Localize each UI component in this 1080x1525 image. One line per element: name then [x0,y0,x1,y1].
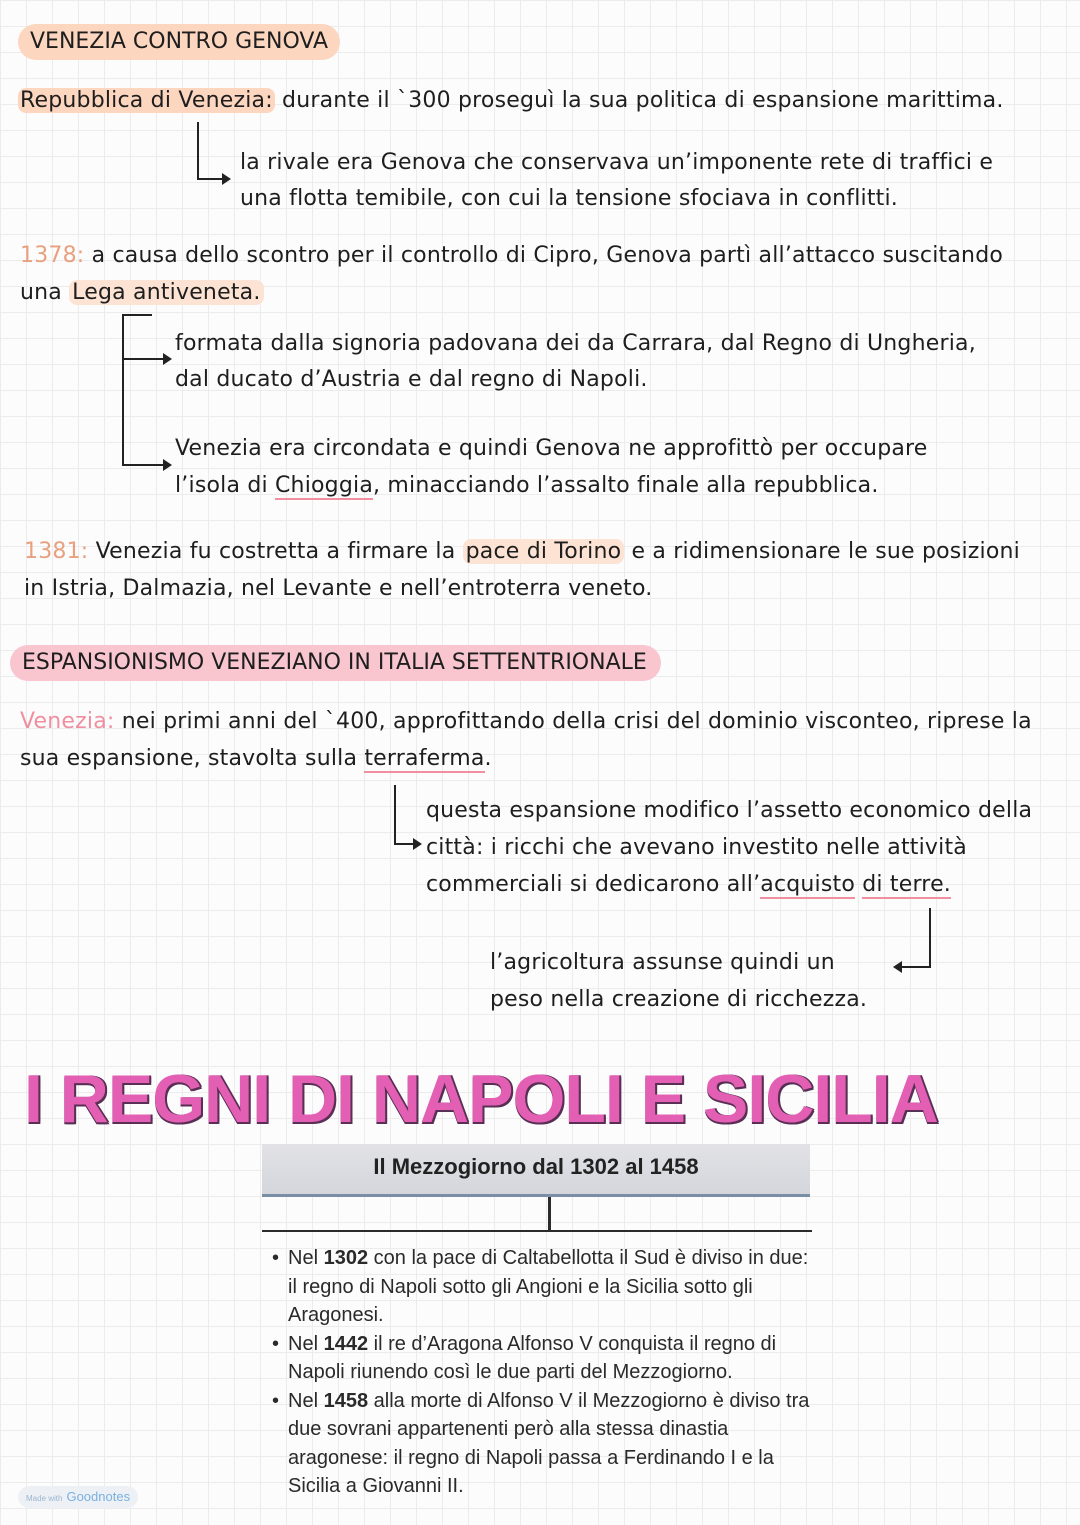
agricoltura-line1: l’agricoltura assunse quindi un [490,950,835,975]
arrowhead-icon [163,459,172,471]
sub-espansione-line3 [426,867,951,903]
terraferma: terraferma [364,746,485,771]
made-with-label: Made with [26,1494,63,1503]
arrow-down-right-icon [197,122,199,180]
acquisto: acquisto [760,872,856,897]
paragraph-1381-line2: in Istria, Dalmazia, nel Levante e nell’entroterra veneto. [24,576,653,601]
arrowhead-icon [893,961,902,973]
bullet-pre: Nel [288,1332,324,1355]
section-title-espansionismo [10,645,661,681]
sub-espansione-line1: questa espansione modifico l’assetto economico della [426,798,1033,823]
branch-arrow2 [122,464,166,466]
sub-espansione-line2: città: i ricchi che avevano investito nelle attività [426,835,967,860]
year-1378: 1378: [20,243,85,268]
box-title: Il Mezzogiorno dal 1302 al 1458 [373,1154,699,1179]
text-period: . [484,746,492,771]
section-title-text: VENEZIA CONTRO GENOVA [30,29,329,54]
list-item [272,1244,812,1330]
text-una: una [20,280,70,305]
text-commerciali: commerciali si dedicarono all’ [426,872,761,897]
sub-rivale-line2: una flotta temibile, con cui la tensione sfociava in conflitti. [240,186,898,211]
made-with-goodnotes-badge [18,1486,138,1508]
arrow-down-left-icon [929,908,931,968]
paragraph-1381-line1 [24,534,1020,570]
mezzogiorno-box-header [262,1144,810,1197]
list-item [272,1330,812,1387]
paragraph-venezia-line1 [20,704,1032,740]
text-repubblica: durante il `300 proseguì la sua politica di espansione marittima. [274,88,1004,113]
label-venezia: Venezia: [20,709,115,734]
arrow-shaft [197,178,225,180]
bullet-text: il re d’Aragona Alfonso V conquista il regno di Napoli riunendo così le due parti del Mezzogiorno. [288,1332,777,1383]
chioggia: Chioggia [275,473,374,498]
bullet-pre: Nel [288,1247,324,1269]
text-1378: a causa dello scontro per il controllo di Cipro, Genova partì all’attacco suscitando [84,243,1004,268]
timeline-connector [548,1197,551,1231]
section-title-text: ESPANSIONISMO VENEZIANO IN ITALIA SETTENTRIONALE [22,650,647,675]
arrow-down-right-icon [394,785,396,845]
section-title-venezia-genova [18,24,340,60]
title-regni-napoli-sicilia: I REGNI DI NAPOLI E SICILIA [24,1061,938,1137]
paragraph-venezia-line2 [20,741,492,777]
bullet-pre: Nel [288,1389,324,1412]
branch-bracket-icon [122,314,124,466]
di-terre: di terre. [862,872,951,897]
branch2-line2 [175,468,879,504]
bullet-text: con la pace di Caltabellotta il Sud è diviso in due: il regno di Napoli sotto gli Angioni e la Sicilia sotto gli Aragonesi. [288,1247,809,1326]
pace-di-torino: pace di Torino [463,539,625,564]
bullet-year: 1458 [323,1389,369,1412]
paragraph-1378-line2 [20,275,264,311]
paragraph-1378-line1 [20,238,1003,274]
text-1381a: Venezia fu costretta a firmare la [88,539,463,564]
branch2-line1: Venezia era circondata e quindi Genova ne approfittò per occupare [175,436,928,461]
goodnotes-brand: Goodnotes [66,1489,131,1504]
bullet-year: 1302 [323,1247,369,1269]
timeline-line [262,1230,812,1232]
sub-rivale-line1: la rivale era Genova che conservava un’imponente rete di traffici e [240,150,994,175]
branch1-line1: formata dalla signoria padovana dei da Carrara, dal Regno di Ungheria, [175,331,976,356]
text-minacciando: , minacciando l’assalto finale alla repubblica. [373,473,879,498]
branch1-line2: dal ducato d’Austria e dal regno di Napoli. [175,367,648,392]
mezzogiorno-bullet-list [272,1244,812,1501]
lega-antiveneta: Lega antiveneta. [69,280,263,305]
paragraph-repubblica [18,83,1004,119]
year-1381: 1381: [24,539,89,564]
arrow-shaft [902,966,931,968]
label-repubblica: Repubblica di Venezia: [20,88,273,113]
agricoltura-line2: peso nella creazione di ricchezza. [490,987,868,1012]
arrowhead-icon [222,173,231,185]
branch-top-tick [122,314,152,316]
arrowhead-icon [413,838,422,850]
text-sua-espansione: sua espansione, stavolta sulla [20,746,365,771]
bullet-text: alla morte di Alfonso V il Mezzogiorno è diviso tra due sovrani appartenenti però alla stessa dinastia aragonese: il regno di Napoli passa a Ferdinando I e la Sicilia a Giovanni II. [288,1389,810,1497]
text-venezia: nei primi anni del `400, approfittando della crisi del dominio visconteo, riprese la [114,709,1032,734]
branch-arrow1 [122,358,166,360]
text-1381b: e a ridimensionare le sue posizioni [624,539,1020,564]
list-item [272,1387,812,1501]
bullet-year: 1442 [323,1332,369,1355]
text-isola: l’isola di [175,473,275,498]
arrowhead-icon [163,353,172,365]
